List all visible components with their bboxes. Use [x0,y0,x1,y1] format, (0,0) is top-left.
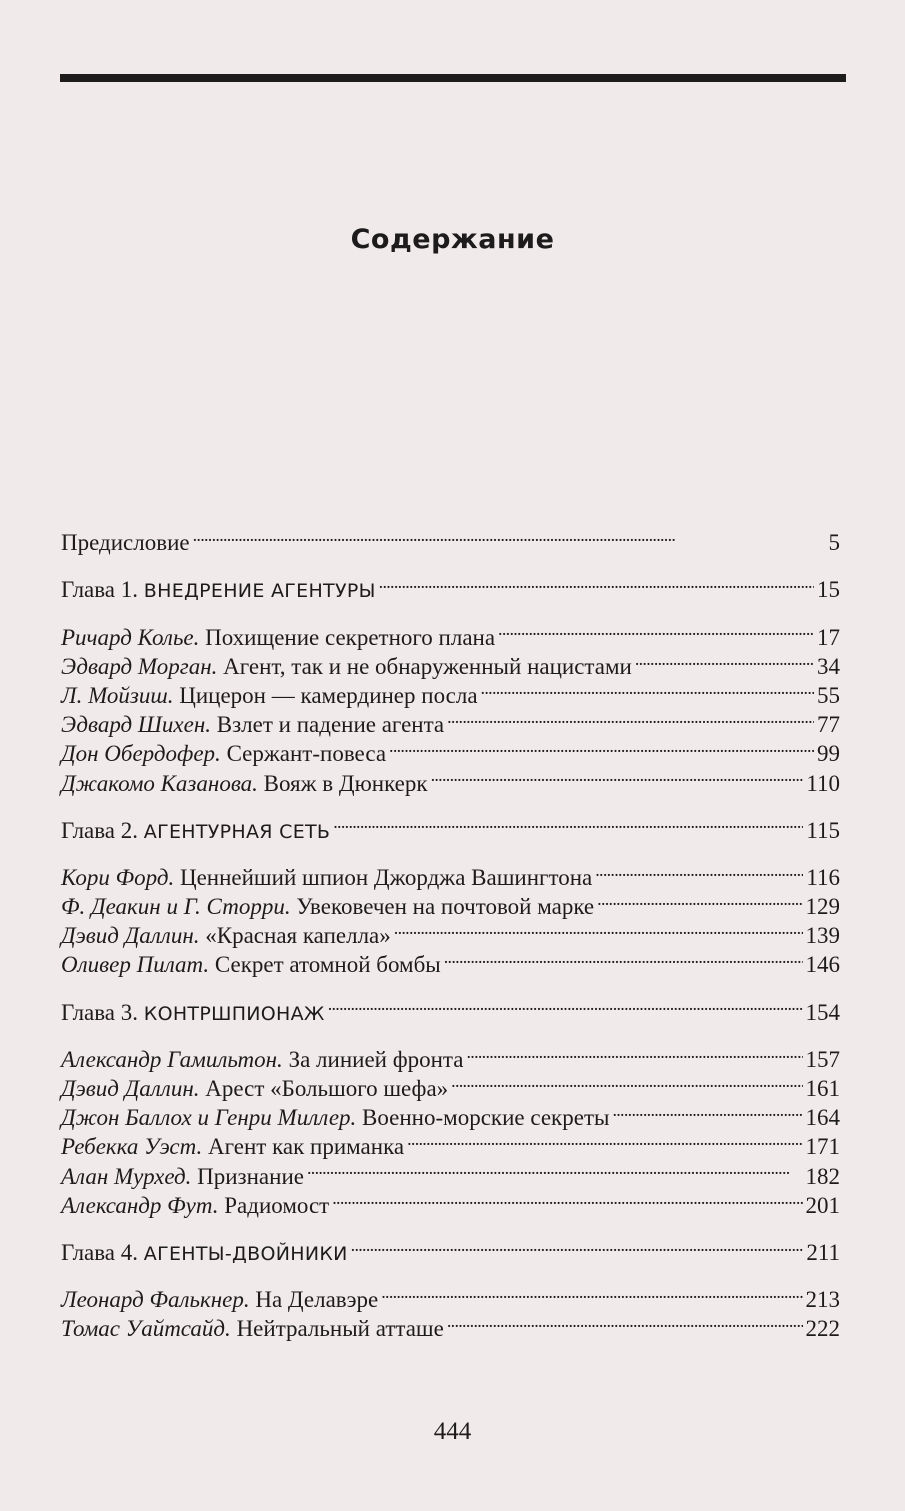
entry-title: Агент как приманка [208,1134,405,1160]
chapter-title: КОНТРШПИОНАЖ [143,1002,325,1025]
toc-entry[interactable] [61,1038,840,1072]
entry-title: Радиомост [224,1192,330,1218]
toc-chapter-1[interactable] [61,568,840,603]
entry-page: 77 [817,712,840,738]
entry-title: Ценнейший шпион Джорджа Вашингтона [179,864,593,890]
entry-page: 171 [805,1134,840,1160]
dot-leader [444,943,803,972]
entry-page: 116 [806,864,840,890]
entry-title: Признание [197,1163,304,1189]
entry-title: «Красная капелла» [205,923,391,949]
entry-title: Агент, так и не обнаруженный нацистами [223,653,632,679]
entry-author: Леонард Фалькнер. [61,1287,250,1313]
entry-page: 55 [817,682,840,708]
dot-leader [381,1278,802,1307]
entry-title: Цицерон — камердинер посла [179,682,478,708]
entry-title: Военно-морские секреты [362,1105,610,1131]
toc-chapter-2[interactable] [61,809,840,843]
dot-leader [447,703,814,732]
toc-chapter-4[interactable] [61,1231,840,1265]
entry-title: Предисловие [61,530,190,556]
entry-author: Дон Обердофер. [61,741,221,767]
dot-leader [431,761,804,790]
entry-author: Александр Гамильтон. [61,1046,283,1072]
dot-leader [307,1154,803,1183]
dot-leader [394,914,803,943]
entry-author: Дэвид Даллин. [61,1076,200,1101]
entry-page: 17 [817,624,840,650]
entry-page: 139 [805,923,840,949]
chapter-prefix: Глава 4. [61,1239,139,1265]
chapter-prefix: Глава 3. [61,999,139,1025]
entry-author: Александр Фут. [61,1192,219,1218]
entry-author: Кори Форд. [61,864,175,890]
entry-page: 5 [828,530,840,556]
entry-page: 99 [817,741,840,767]
entry-author: Джон Баллох и Генри Миллер. [61,1105,357,1131]
entry-author: Ребекка Уэст. [61,1134,203,1160]
entry-page: 211 [806,1239,840,1265]
entry-title: Взлет и падение агента [216,712,445,738]
chapter-prefix: Глава 2. [61,817,139,843]
entry-title: Арест «Большого шефа» [205,1076,449,1101]
chapter-title: ВНЕДРЕНИЕ АГЕНТУРЫ [143,580,376,603]
entry-author: Дэвид Даллин. [61,923,200,949]
entry-page: 146 [805,952,840,978]
chapter-3-items [61,1038,840,1218]
entry-page: 154 [805,999,840,1025]
entry-page: 222 [805,1316,840,1342]
page-number: 444 [433,1418,472,1445]
chapter-4-items [61,1278,840,1342]
dot-leader [389,732,814,761]
entry-page: 110 [806,770,840,796]
entry-page: 34 [817,653,840,679]
dot-leader [328,990,803,1019]
entry-title: За линией фронта [288,1046,464,1072]
toc-entry-preface[interactable] [61,521,840,556]
entry-author: Алан Мурхед. [61,1163,192,1189]
entry-page: 201 [805,1192,840,1218]
entry-page: 157 [805,1046,840,1072]
entry-title: Сержант-повеса [226,741,387,767]
entry-title: Увековечен на почтовой марке [296,894,595,920]
dot-leader [595,856,803,885]
table-of-contents [61,521,840,1342]
entry-page: 182 [805,1163,840,1189]
toc-chapter-3[interactable] [61,990,840,1025]
dot-leader [481,674,814,703]
page-title: Содержание [350,224,555,255]
entry-page: 164 [805,1105,840,1131]
chapter-2-items [61,856,840,978]
chapter-prefix: Глава 1. [61,577,139,603]
toc-entry[interactable] [61,615,840,650]
entry-author: Эдвард Морган. [61,653,218,679]
entry-page: 213 [805,1287,840,1313]
dot-leader [447,1307,803,1336]
entry-author: Ф. Деакин и Г. Сторри. [61,894,291,920]
dot-leader [612,1096,802,1125]
dot-leader [193,521,826,550]
entry-author: Ричард Колье. [61,624,200,650]
entry-page: 115 [806,817,840,843]
entry-title: Вояж в Дюнкерк [263,770,428,796]
chapter-title: АГЕНТЫ-ДВОЙНИКИ [143,1242,348,1265]
dot-leader [333,809,803,838]
dot-leader [451,1067,802,1096]
entry-author: Томас Уайтсайд. [61,1316,231,1342]
entry-author: Эдвард Шихен. [61,712,211,738]
dot-leader [332,1184,802,1213]
dot-leader [407,1125,802,1154]
entry-title: Похищение секретного плана [205,624,496,650]
dot-leader [466,1038,802,1067]
entry-author: Л. Мойзиш. [61,682,174,708]
dot-leader [379,568,814,597]
entry-page: 161 [805,1076,840,1101]
entry-author: Оливер Пилат. [61,952,210,978]
dot-leader [597,885,802,914]
entry-page: 15 [817,577,840,603]
entry-page: 129 [805,894,840,920]
toc-entry[interactable] [61,1278,840,1313]
dot-leader [498,615,814,644]
toc-entry[interactable] [61,856,840,890]
chapter-1-items [61,615,840,796]
dot-leader [635,645,814,674]
top-rule [60,74,846,82]
entry-author: Джакомо Казанова. [61,770,258,796]
chapter-title: АГЕНТУРНАЯ СЕТЬ [143,820,331,843]
entry-title: Секрет атомной бомбы [214,952,441,978]
entry-title: Нейтральный атташе [236,1316,444,1342]
dot-leader [351,1231,804,1260]
entry-title: На Делавэре [255,1287,379,1313]
